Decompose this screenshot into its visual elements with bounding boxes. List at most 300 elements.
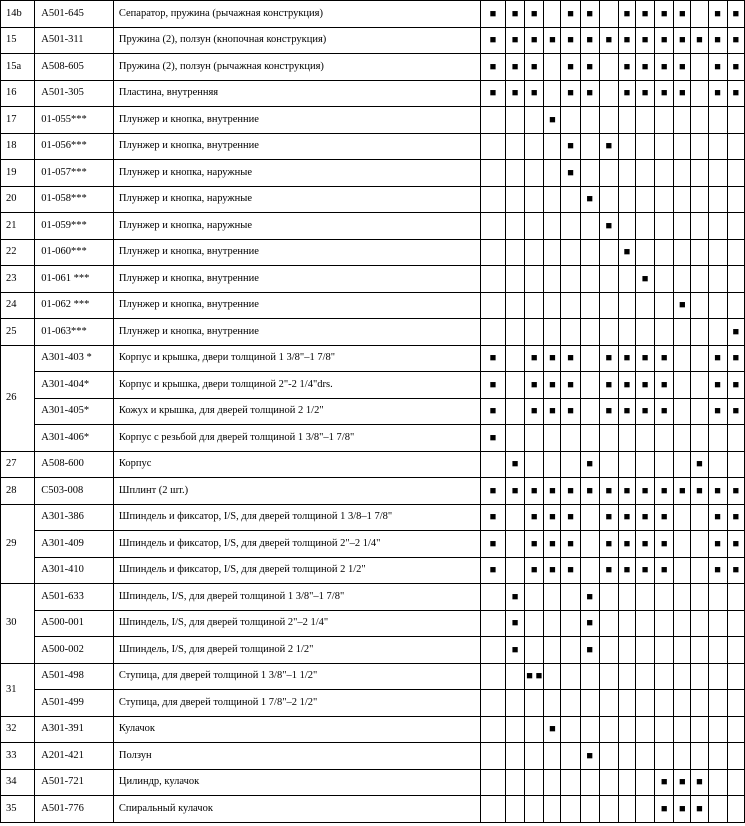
table-row	[1, 637, 745, 664]
applicability-mark	[544, 743, 561, 770]
applicability-mark	[561, 716, 580, 743]
item-number: 15	[1, 27, 35, 54]
applicability-mark	[561, 213, 580, 240]
applicability-mark: ■	[618, 239, 635, 266]
part-description: Пружина (2), ползун (кнопочная конструкция)	[113, 27, 480, 54]
applicability-mark: ■	[480, 54, 505, 81]
applicability-mark	[506, 716, 525, 743]
table-row	[1, 54, 745, 81]
applicability-mark	[525, 133, 544, 160]
applicability-mark: ■	[727, 398, 744, 425]
table-row	[1, 769, 745, 796]
applicability-mark: ■	[674, 478, 691, 505]
part-description: Плунжер и кнопка, внутренние	[113, 239, 480, 266]
applicability-mark: ■	[561, 345, 580, 372]
part-description: Спиральный кулачок	[113, 796, 480, 823]
applicability-mark: ■	[655, 27, 674, 54]
applicability-mark	[691, 160, 708, 187]
applicability-mark	[655, 213, 674, 240]
applicability-mark	[561, 451, 580, 478]
applicability-mark	[691, 610, 708, 637]
applicability-mark: ■	[561, 133, 580, 160]
applicability-mark	[727, 663, 744, 690]
applicability-mark	[544, 266, 561, 293]
applicability-mark	[525, 610, 544, 637]
applicability-mark: ■	[618, 557, 635, 584]
table-row	[1, 504, 745, 531]
table-row	[1, 133, 745, 160]
applicability-mark	[580, 133, 599, 160]
item-number: 16	[1, 80, 35, 107]
applicability-mark: ■	[708, 80, 727, 107]
part-description: Корпус	[113, 451, 480, 478]
applicability-mark	[506, 160, 525, 187]
applicability-mark: ■	[655, 557, 674, 584]
part-description: Ступица, для дверей толщиной 1 7/8"–2 1/2"	[113, 690, 480, 717]
applicability-mark	[561, 107, 580, 134]
table-row	[1, 690, 745, 717]
applicability-mark	[480, 319, 505, 346]
applicability-mark: ■	[580, 584, 599, 611]
part-description: Плунжер и кнопка, внутренние	[113, 107, 480, 134]
applicability-mark	[727, 716, 744, 743]
applicability-mark	[674, 610, 691, 637]
applicability-mark	[691, 345, 708, 372]
applicability-mark	[599, 239, 618, 266]
applicability-mark	[636, 292, 655, 319]
part-code: A301-405*	[35, 398, 114, 425]
applicability-mark	[708, 690, 727, 717]
applicability-mark: ■	[655, 372, 674, 399]
applicability-mark: ■	[599, 531, 618, 558]
applicability-mark	[599, 319, 618, 346]
applicability-mark	[727, 133, 744, 160]
item-number: 14b	[1, 1, 35, 28]
part-description: Плунжер и кнопка, наружные	[113, 186, 480, 213]
applicability-mark	[525, 769, 544, 796]
applicability-mark	[580, 213, 599, 240]
applicability-mark	[599, 663, 618, 690]
applicability-mark: ■	[727, 319, 744, 346]
applicability-mark	[544, 451, 561, 478]
applicability-mark	[708, 107, 727, 134]
applicability-mark	[708, 160, 727, 187]
applicability-mark	[544, 584, 561, 611]
item-number: 29	[1, 504, 35, 584]
applicability-mark	[506, 663, 525, 690]
applicability-mark	[544, 425, 561, 452]
applicability-mark	[674, 637, 691, 664]
applicability-mark	[561, 743, 580, 770]
applicability-mark	[525, 637, 544, 664]
applicability-mark: ■	[544, 557, 561, 584]
applicability-mark	[506, 133, 525, 160]
applicability-mark	[580, 372, 599, 399]
applicability-mark: ■	[599, 398, 618, 425]
part-description: Шпиндель, I/S, для дверей толщиной 2"–2 1/4"	[113, 610, 480, 637]
applicability-mark	[655, 319, 674, 346]
applicability-mark: ■	[618, 80, 635, 107]
applicability-mark: ■	[636, 531, 655, 558]
table-row	[1, 663, 745, 690]
part-description: Плунжер и кнопка, внутренние	[113, 292, 480, 319]
applicability-mark	[674, 531, 691, 558]
table-row	[1, 478, 745, 505]
applicability-mark: ■	[506, 478, 525, 505]
applicability-mark	[480, 292, 505, 319]
applicability-mark	[580, 266, 599, 293]
applicability-mark: ■	[480, 478, 505, 505]
applicability-mark: ■	[599, 504, 618, 531]
applicability-mark	[544, 610, 561, 637]
applicability-mark: ■	[618, 1, 635, 28]
applicability-mark	[525, 319, 544, 346]
applicability-mark	[727, 796, 744, 823]
applicability-mark	[599, 637, 618, 664]
part-code: A301-409	[35, 531, 114, 558]
applicability-mark	[708, 584, 727, 611]
applicability-mark	[580, 319, 599, 346]
applicability-mark: ■	[480, 398, 505, 425]
part-description: Плунжер и кнопка, наружные	[113, 160, 480, 187]
applicability-mark	[599, 1, 618, 28]
applicability-mark: ■	[544, 478, 561, 505]
applicability-mark	[727, 743, 744, 770]
applicability-mark	[691, 504, 708, 531]
applicability-mark	[691, 107, 708, 134]
part-code: A501-633	[35, 584, 114, 611]
part-code: A500-001	[35, 610, 114, 637]
applicability-mark	[655, 186, 674, 213]
applicability-mark: ■	[480, 531, 505, 558]
applicability-mark	[599, 425, 618, 452]
applicability-mark	[480, 716, 505, 743]
table-row	[1, 292, 745, 319]
applicability-mark: ■ ■	[525, 663, 544, 690]
applicability-mark: ■	[674, 1, 691, 28]
applicability-mark	[636, 133, 655, 160]
applicability-mark: ■	[636, 478, 655, 505]
part-description: Шпиндель и фиксатор, I/S, для дверей толщиной 1 3/8–1 7/8"	[113, 504, 480, 531]
applicability-mark	[599, 716, 618, 743]
part-code: A301-403 *	[35, 345, 114, 372]
applicability-mark: ■	[506, 54, 525, 81]
applicability-mark	[674, 504, 691, 531]
applicability-mark	[525, 796, 544, 823]
applicability-mark	[544, 637, 561, 664]
applicability-mark: ■	[708, 27, 727, 54]
applicability-mark	[636, 637, 655, 664]
applicability-mark: ■	[727, 372, 744, 399]
applicability-mark	[691, 80, 708, 107]
applicability-mark: ■	[480, 425, 505, 452]
applicability-mark	[525, 239, 544, 266]
part-code: C503-008	[35, 478, 114, 505]
table-row	[1, 796, 745, 823]
part-code: 01-058***	[35, 186, 114, 213]
part-description: Ползун	[113, 743, 480, 770]
applicability-mark: ■	[544, 107, 561, 134]
item-number: 18	[1, 133, 35, 160]
applicability-mark	[727, 266, 744, 293]
applicability-mark	[544, 160, 561, 187]
item-number: 30	[1, 584, 35, 664]
applicability-mark	[691, 690, 708, 717]
applicability-mark	[561, 186, 580, 213]
applicability-mark: ■	[674, 796, 691, 823]
part-description: Кожух и крышка, для дверей толщиной 2 1/2"	[113, 398, 480, 425]
applicability-mark	[561, 425, 580, 452]
applicability-mark: ■	[691, 27, 708, 54]
applicability-mark	[691, 319, 708, 346]
applicability-mark: ■	[636, 27, 655, 54]
applicability-mark: ■	[655, 54, 674, 81]
applicability-mark	[727, 769, 744, 796]
part-code: A508-600	[35, 451, 114, 478]
applicability-mark	[544, 239, 561, 266]
applicability-mark: ■	[480, 372, 505, 399]
applicability-mark	[674, 213, 691, 240]
applicability-mark: ■	[525, 531, 544, 558]
part-description: Пластина, внутренняя	[113, 80, 480, 107]
applicability-mark: ■	[636, 372, 655, 399]
applicability-mark	[561, 690, 580, 717]
applicability-mark: ■	[655, 531, 674, 558]
applicability-mark	[480, 690, 505, 717]
applicability-mark: ■	[599, 372, 618, 399]
table-row	[1, 1, 745, 28]
applicability-mark	[636, 716, 655, 743]
applicability-mark	[561, 266, 580, 293]
applicability-mark	[599, 451, 618, 478]
applicability-mark: ■	[636, 557, 655, 584]
applicability-mark	[691, 584, 708, 611]
applicability-mark	[561, 292, 580, 319]
applicability-mark	[708, 319, 727, 346]
item-number: 25	[1, 319, 35, 346]
applicability-mark	[599, 54, 618, 81]
applicability-mark	[691, 743, 708, 770]
applicability-mark: ■	[561, 557, 580, 584]
applicability-mark	[506, 398, 525, 425]
applicability-mark: ■	[561, 372, 580, 399]
applicability-mark	[674, 107, 691, 134]
applicability-mark	[480, 637, 505, 664]
applicability-mark: ■	[525, 398, 544, 425]
applicability-mark	[580, 716, 599, 743]
applicability-mark	[636, 239, 655, 266]
applicability-mark: ■	[636, 54, 655, 81]
applicability-mark: ■	[544, 372, 561, 399]
table-row	[1, 213, 745, 240]
applicability-mark: ■	[708, 557, 727, 584]
applicability-mark	[655, 292, 674, 319]
applicability-mark: ■	[708, 372, 727, 399]
applicability-mark	[599, 266, 618, 293]
applicability-mark	[727, 213, 744, 240]
applicability-mark: ■	[480, 345, 505, 372]
applicability-mark: ■	[636, 1, 655, 28]
item-number: 23	[1, 266, 35, 293]
table-row	[1, 319, 745, 346]
applicability-mark	[636, 610, 655, 637]
applicability-mark: ■	[727, 54, 744, 81]
applicability-mark	[674, 186, 691, 213]
applicability-mark	[691, 186, 708, 213]
applicability-mark: ■	[618, 27, 635, 54]
applicability-mark	[691, 213, 708, 240]
applicability-mark	[580, 107, 599, 134]
applicability-mark: ■	[506, 27, 525, 54]
part-code: A501-498	[35, 663, 114, 690]
applicability-mark	[691, 663, 708, 690]
applicability-mark: ■	[580, 80, 599, 107]
applicability-mark	[674, 160, 691, 187]
applicability-mark	[691, 266, 708, 293]
applicability-mark	[636, 743, 655, 770]
applicability-mark	[691, 398, 708, 425]
item-number: 21	[1, 213, 35, 240]
applicability-mark	[655, 239, 674, 266]
applicability-mark	[655, 610, 674, 637]
table-row	[1, 372, 745, 399]
applicability-mark: ■	[544, 716, 561, 743]
applicability-mark	[506, 796, 525, 823]
applicability-mark: ■	[580, 1, 599, 28]
applicability-mark: ■	[727, 504, 744, 531]
applicability-mark	[708, 266, 727, 293]
applicability-mark: ■	[599, 478, 618, 505]
applicability-mark	[480, 663, 505, 690]
part-description: Цилиндр, кулачок	[113, 769, 480, 796]
applicability-mark	[727, 637, 744, 664]
applicability-mark	[561, 796, 580, 823]
applicability-mark	[674, 239, 691, 266]
applicability-mark	[674, 584, 691, 611]
applicability-mark: ■	[480, 557, 505, 584]
applicability-mark	[691, 54, 708, 81]
applicability-mark	[674, 557, 691, 584]
applicability-mark	[599, 107, 618, 134]
applicability-mark: ■	[691, 769, 708, 796]
applicability-mark	[480, 743, 505, 770]
applicability-mark: ■	[506, 584, 525, 611]
part-code: A501-645	[35, 1, 114, 28]
applicability-mark	[708, 239, 727, 266]
part-description: Корпус и крышка, двери толщиной 1 3/8"–1 7/8"	[113, 345, 480, 372]
part-code: 01-060***	[35, 239, 114, 266]
applicability-mark	[506, 690, 525, 717]
applicability-mark: ■	[525, 54, 544, 81]
applicability-mark	[655, 160, 674, 187]
applicability-mark	[636, 186, 655, 213]
applicability-mark	[618, 292, 635, 319]
applicability-mark	[655, 451, 674, 478]
table-row	[1, 80, 745, 107]
parts-table-body	[1, 1, 745, 823]
applicability-mark: ■	[655, 478, 674, 505]
applicability-mark	[691, 372, 708, 399]
applicability-mark	[674, 266, 691, 293]
applicability-mark: ■	[655, 1, 674, 28]
applicability-mark	[691, 133, 708, 160]
applicability-mark: ■	[727, 557, 744, 584]
applicability-mark	[636, 107, 655, 134]
part-description: Плунжер и кнопка, наружные	[113, 213, 480, 240]
applicability-mark	[480, 796, 505, 823]
applicability-mark	[561, 584, 580, 611]
applicability-mark	[561, 637, 580, 664]
applicability-mark	[708, 186, 727, 213]
applicability-mark	[691, 637, 708, 664]
applicability-mark	[618, 743, 635, 770]
applicability-mark: ■	[655, 504, 674, 531]
applicability-mark	[655, 584, 674, 611]
applicability-mark	[580, 504, 599, 531]
applicability-mark: ■	[618, 478, 635, 505]
applicability-mark	[506, 319, 525, 346]
applicability-mark	[708, 213, 727, 240]
part-code: A201-421	[35, 743, 114, 770]
applicability-mark: ■	[561, 531, 580, 558]
applicability-mark	[708, 663, 727, 690]
item-number: 17	[1, 107, 35, 134]
applicability-mark: ■	[618, 54, 635, 81]
part-code: A301-386	[35, 504, 114, 531]
applicability-mark	[618, 451, 635, 478]
table-row	[1, 27, 745, 54]
applicability-mark: ■	[691, 478, 708, 505]
applicability-mark: ■	[691, 796, 708, 823]
applicability-mark: ■	[544, 345, 561, 372]
applicability-mark: ■	[561, 504, 580, 531]
applicability-mark	[599, 292, 618, 319]
applicability-mark	[599, 796, 618, 823]
applicability-mark	[525, 690, 544, 717]
item-number: 26	[1, 345, 35, 451]
part-code: A501-499	[35, 690, 114, 717]
applicability-mark: ■	[708, 504, 727, 531]
applicability-mark	[561, 769, 580, 796]
applicability-mark	[506, 372, 525, 399]
applicability-mark	[655, 716, 674, 743]
applicability-mark	[544, 319, 561, 346]
applicability-mark	[655, 690, 674, 717]
applicability-mark	[655, 266, 674, 293]
applicability-mark	[525, 716, 544, 743]
applicability-mark: ■	[580, 27, 599, 54]
applicability-mark: ■	[618, 398, 635, 425]
part-code: 01-057***	[35, 160, 114, 187]
table-row	[1, 186, 745, 213]
applicability-mark	[674, 743, 691, 770]
applicability-mark	[708, 451, 727, 478]
applicability-mark	[544, 769, 561, 796]
applicability-mark	[480, 239, 505, 266]
table-row	[1, 160, 745, 187]
applicability-mark: ■	[525, 80, 544, 107]
applicability-mark	[544, 690, 561, 717]
applicability-mark	[580, 239, 599, 266]
applicability-mark	[506, 769, 525, 796]
table-row	[1, 743, 745, 770]
part-description: Шплинт (2 шт.)	[113, 478, 480, 505]
applicability-mark	[618, 425, 635, 452]
applicability-mark	[544, 1, 561, 28]
part-code: A301-404*	[35, 372, 114, 399]
applicability-mark: ■	[727, 1, 744, 28]
applicability-mark	[525, 213, 544, 240]
